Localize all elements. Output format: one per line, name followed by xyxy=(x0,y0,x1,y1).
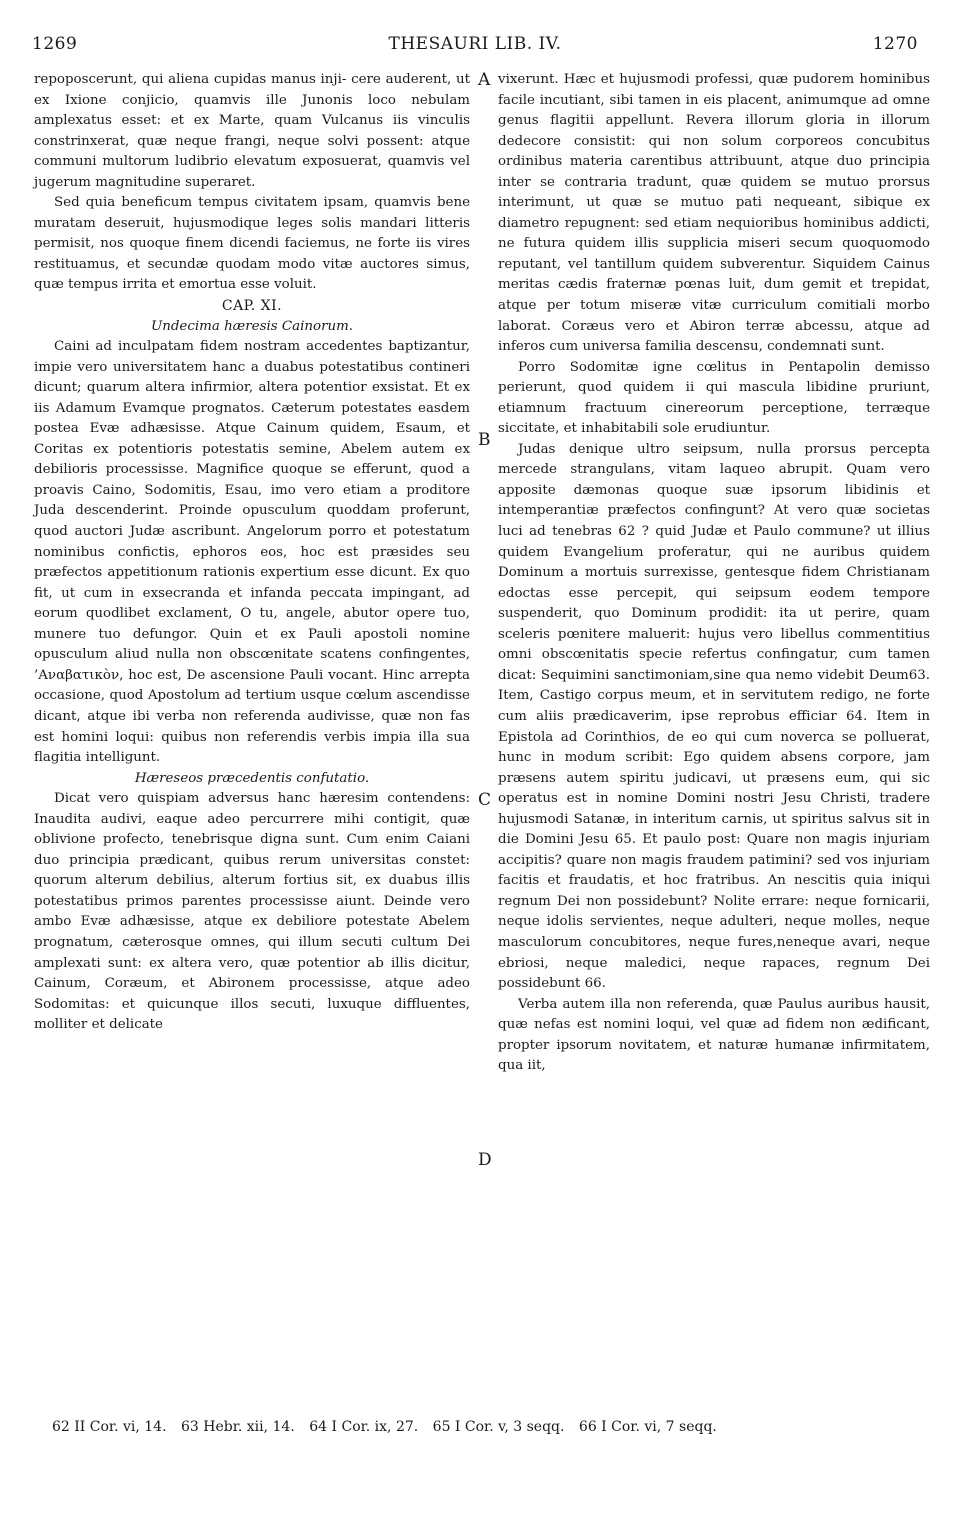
margin-letter-a: A xyxy=(478,70,491,90)
right-column xyxy=(498,70,930,1077)
footnote: 62 II Cor. vi, 14. xyxy=(52,1419,167,1435)
page-header xyxy=(32,34,918,58)
left-column xyxy=(34,70,470,1036)
footnotes xyxy=(52,1419,932,1435)
paragraph: Judas denique ultro seipsum, nulla prorsus percepta mercede strangulans, vitam laqueo abrupit. Quam vero apposite dæmonas quoque suæ ipsorum libidinis et intemperantiæ præfectos confingunt? At vero quæ societas luci ad tenebras 62 ? quid Judæ et Paulo commune? ut illius quidem Evangelium proferatur, qui ne auribus quidem Dominum a mortuis surrexisse, gentesque fidem Christianam edoctas esse percepit, qui seipsum eodem tempore suspenderit, quo Dominum prodidit: ita ut perire, quam sceleris pœnitere maluerit: hujus vero libellus commentitius omni obscœnitatis specie refertus confingatur, cum tamen dicat: Sequimini sanctimoniam,sine qua nemo videbit Deum63. Item, Castigo corpus meum, et in servitutem redigo, ne forte cum aliis prædicaverim, ipse reprobus efficiar 64. Item in Epistola ad Corinthios, de eo qui cum noverca se polluerat, hunc in modum scribit: Ego quidem absens corpore, jam præsens autem spiritu judicavi, ut præsens eum, qui sic operatus est in nomine Domini nostri Jesu Christi, tradere hujusmodi Satanæ, in interitum carnis, ut spiritus salvus sit in die Domini Jesu 65. Et paulo post: Quare non magis injuriam accipitis? quare non magis fraudem patimini? sed vos injuriam facitis et fraudatis, et hoc fratribus. An nescitis quia iniqui regnum Dei non possidebunt? Nolite errare: neque fornicarii, neque idolis servientes, neque adulteri, neque molles, neque masculorum concubitores, neque fures,neneque avari, neque ebriosi, neque maledici, neque rapaces, regnum Dei possidebunt 66. xyxy=(498,441,930,992)
margin-letter-c: C xyxy=(478,790,492,810)
page-number-left: 1269 xyxy=(32,34,78,54)
section-subtitle: Undecima hæresis Cainorum. xyxy=(150,318,354,334)
margin-letter-d: D xyxy=(478,1150,492,1170)
paragraph: Caini ad inculpatam fidem nostram accedentes baptizantur, impie vero universitatem hanc a duabus potestatibus contineri dicunt; quarum altera infirmior, altera potentior exsistat. Et ex iis Adamum Evamque prognatos. Cæterum potestates easdem postea Evæ adhæsisse. Atque Cainum quidem, Esaum, et Coritas ex potentioris potestatis semine, Abelem autem ex debilioris processisse. Magnifice quoque se efferunt, quod a proavis Caino, Sodomitis, Esau, imo vero etiam a proditore Juda descenderint. Proinde opusculum quoddam proferunt, quod auctori Judæ ascribunt. Angelorum porro et potestatum nominibus confictis, ephoros eos, hoc est præsides seu præfectos appetitionum rationis expertium esse dicunt. Ex quo fit, ut cum in exsecranda et infanda peccata impingant, ad eorum quodlibet exclament, O tu, angele, abutor opere tuo, munere tuo defungor. Quin et ex Pauli apostoli nomine opusculum aliud nulla non obscœnitate scatens confingentes, ’Αναβατικὸν, hoc est, De ascensione Pauli vocant. Hinc arrepta occasione, quod Apostolum ad tertium usque cœlum ascendisse dicant, atque ibi verba non referenda audivisse, quæ non fas est homini loqui: quibus non referendis verbis impia illa sua flagitia intelligunt. xyxy=(34,339,470,766)
paragraph: Porro Sodomitæ igne cœlitus in Pentapolin demisso perierunt, quod quidem ii qui mascula libidine pruriunt, etiamnum fractuum cinereorum perceptione, terræque siccitate, et inhabitabili sole erudiuntur. xyxy=(498,359,930,437)
footnote: 64 I Cor. ix, 27. xyxy=(309,1419,419,1435)
chapter-heading: CAP. XI. xyxy=(221,298,283,315)
page-number-right: 1270 xyxy=(872,34,918,54)
paragraph: Sed quia beneficum tempus civitatem ipsam, quamvis bene muratam deseruit, hujusmodique leges solis mandari litteris permisit, nos quoque finem dicendi faciemus, ne forte iis vires restituamus, et secundæ quodam modo vitæ auctores simus, quæ tempus irrita et emortua esse voluit. xyxy=(34,195,470,293)
paragraph: repoposcerunt, qui aliena cupidas manus inji- cere auderent, ut ex Ixione conjicio, quamvis ille Junonis loco nebulam amplexatus esset: et ex Marte, quam Vulcanus iis vinculis constrinxerat, quæ neque frangi, neque solvi possent: atque communi multorum ludibrio elevatum exposuerat, quamvis vel jugerum magnitudine superaret. xyxy=(34,72,470,190)
section-subtitle: Hæreseos præcedentis confutatio. xyxy=(134,770,370,786)
running-title: THESAURI LIB. IV. xyxy=(388,34,562,54)
margin-letter-b: B xyxy=(478,430,491,450)
footnote: 65 I Cor. v, 3 seqq. xyxy=(432,1419,565,1435)
paragraph: Verba autem illa non referenda, quæ Paulus auribus hausit, quæ nefas est nomini loqui, vel quæ ad fidem non ædificant, propter ipsorum novitatem, et naturæ humanæ infirmitatem, qua iit, xyxy=(498,996,930,1074)
paragraph: Dicat vero quispiam adversus hanc hæresim contendens: Inaudita audivi, eaque adeo percurrere mihi contigit, quæ oblivione profecto, tenebrisque digna sunt. Cum enim Caiani duo principia prædicant, quibus rerum universitas constet: quorum alterum debilius, alterum fortius sit, ex duabus illis potestatibus primos parentes processisse aiunt. Deinde vero ambo Evæ adhæsisse, atque ex debiliore potestate Abelem prognatum, cæterosque omnes, qui illum secuti cultum Dei amplexati sunt: ex altera vero, quæ potentior ab illis dicitur, Cainum, Coræum, et Abironem processisse, atque adeo Sodomitas: et quicunque illos secuti, luxuque diffluentes, molliter et delicate xyxy=(34,791,470,1033)
paragraph: vixerunt. Hæc et hujusmodi professi, quæ pudorem hominibus facile incutiant, sibi tamen in eis placent, animumque ad omne genus flagitii appellunt. Revera illorum gloria in illorum dedecore consistit: qui non solum corporeos concubitus ordinibus materia carentibus attribuunt, atque duo principia inter se contraria tradunt, quæ quidem se mutuo prorsus interimunt, ut quæ se mutuo pati nequeant, sibique ex diametro repugnent: sed etiam nequioribus hominibus addicti, ne futura quidem illis supplicia miseri secum quoquomodo reputant, vel tantillum quidem subverentur. Siquidem Cainus meritas cædis fraternæ pœnas luit, dum gemit et trepidat, atque per totum miseræ vitæ curriculum comitiali morbo laborat. Coræus vero et Abiron terræ abcessu, atque ad inferos cum universa familia descensu, condemnati sunt. xyxy=(498,72,930,355)
footnote: 66 I Cor. vi, 7 seqq. xyxy=(578,1419,717,1435)
footnote: 63 Hebr. xii, 14. xyxy=(180,1419,295,1435)
